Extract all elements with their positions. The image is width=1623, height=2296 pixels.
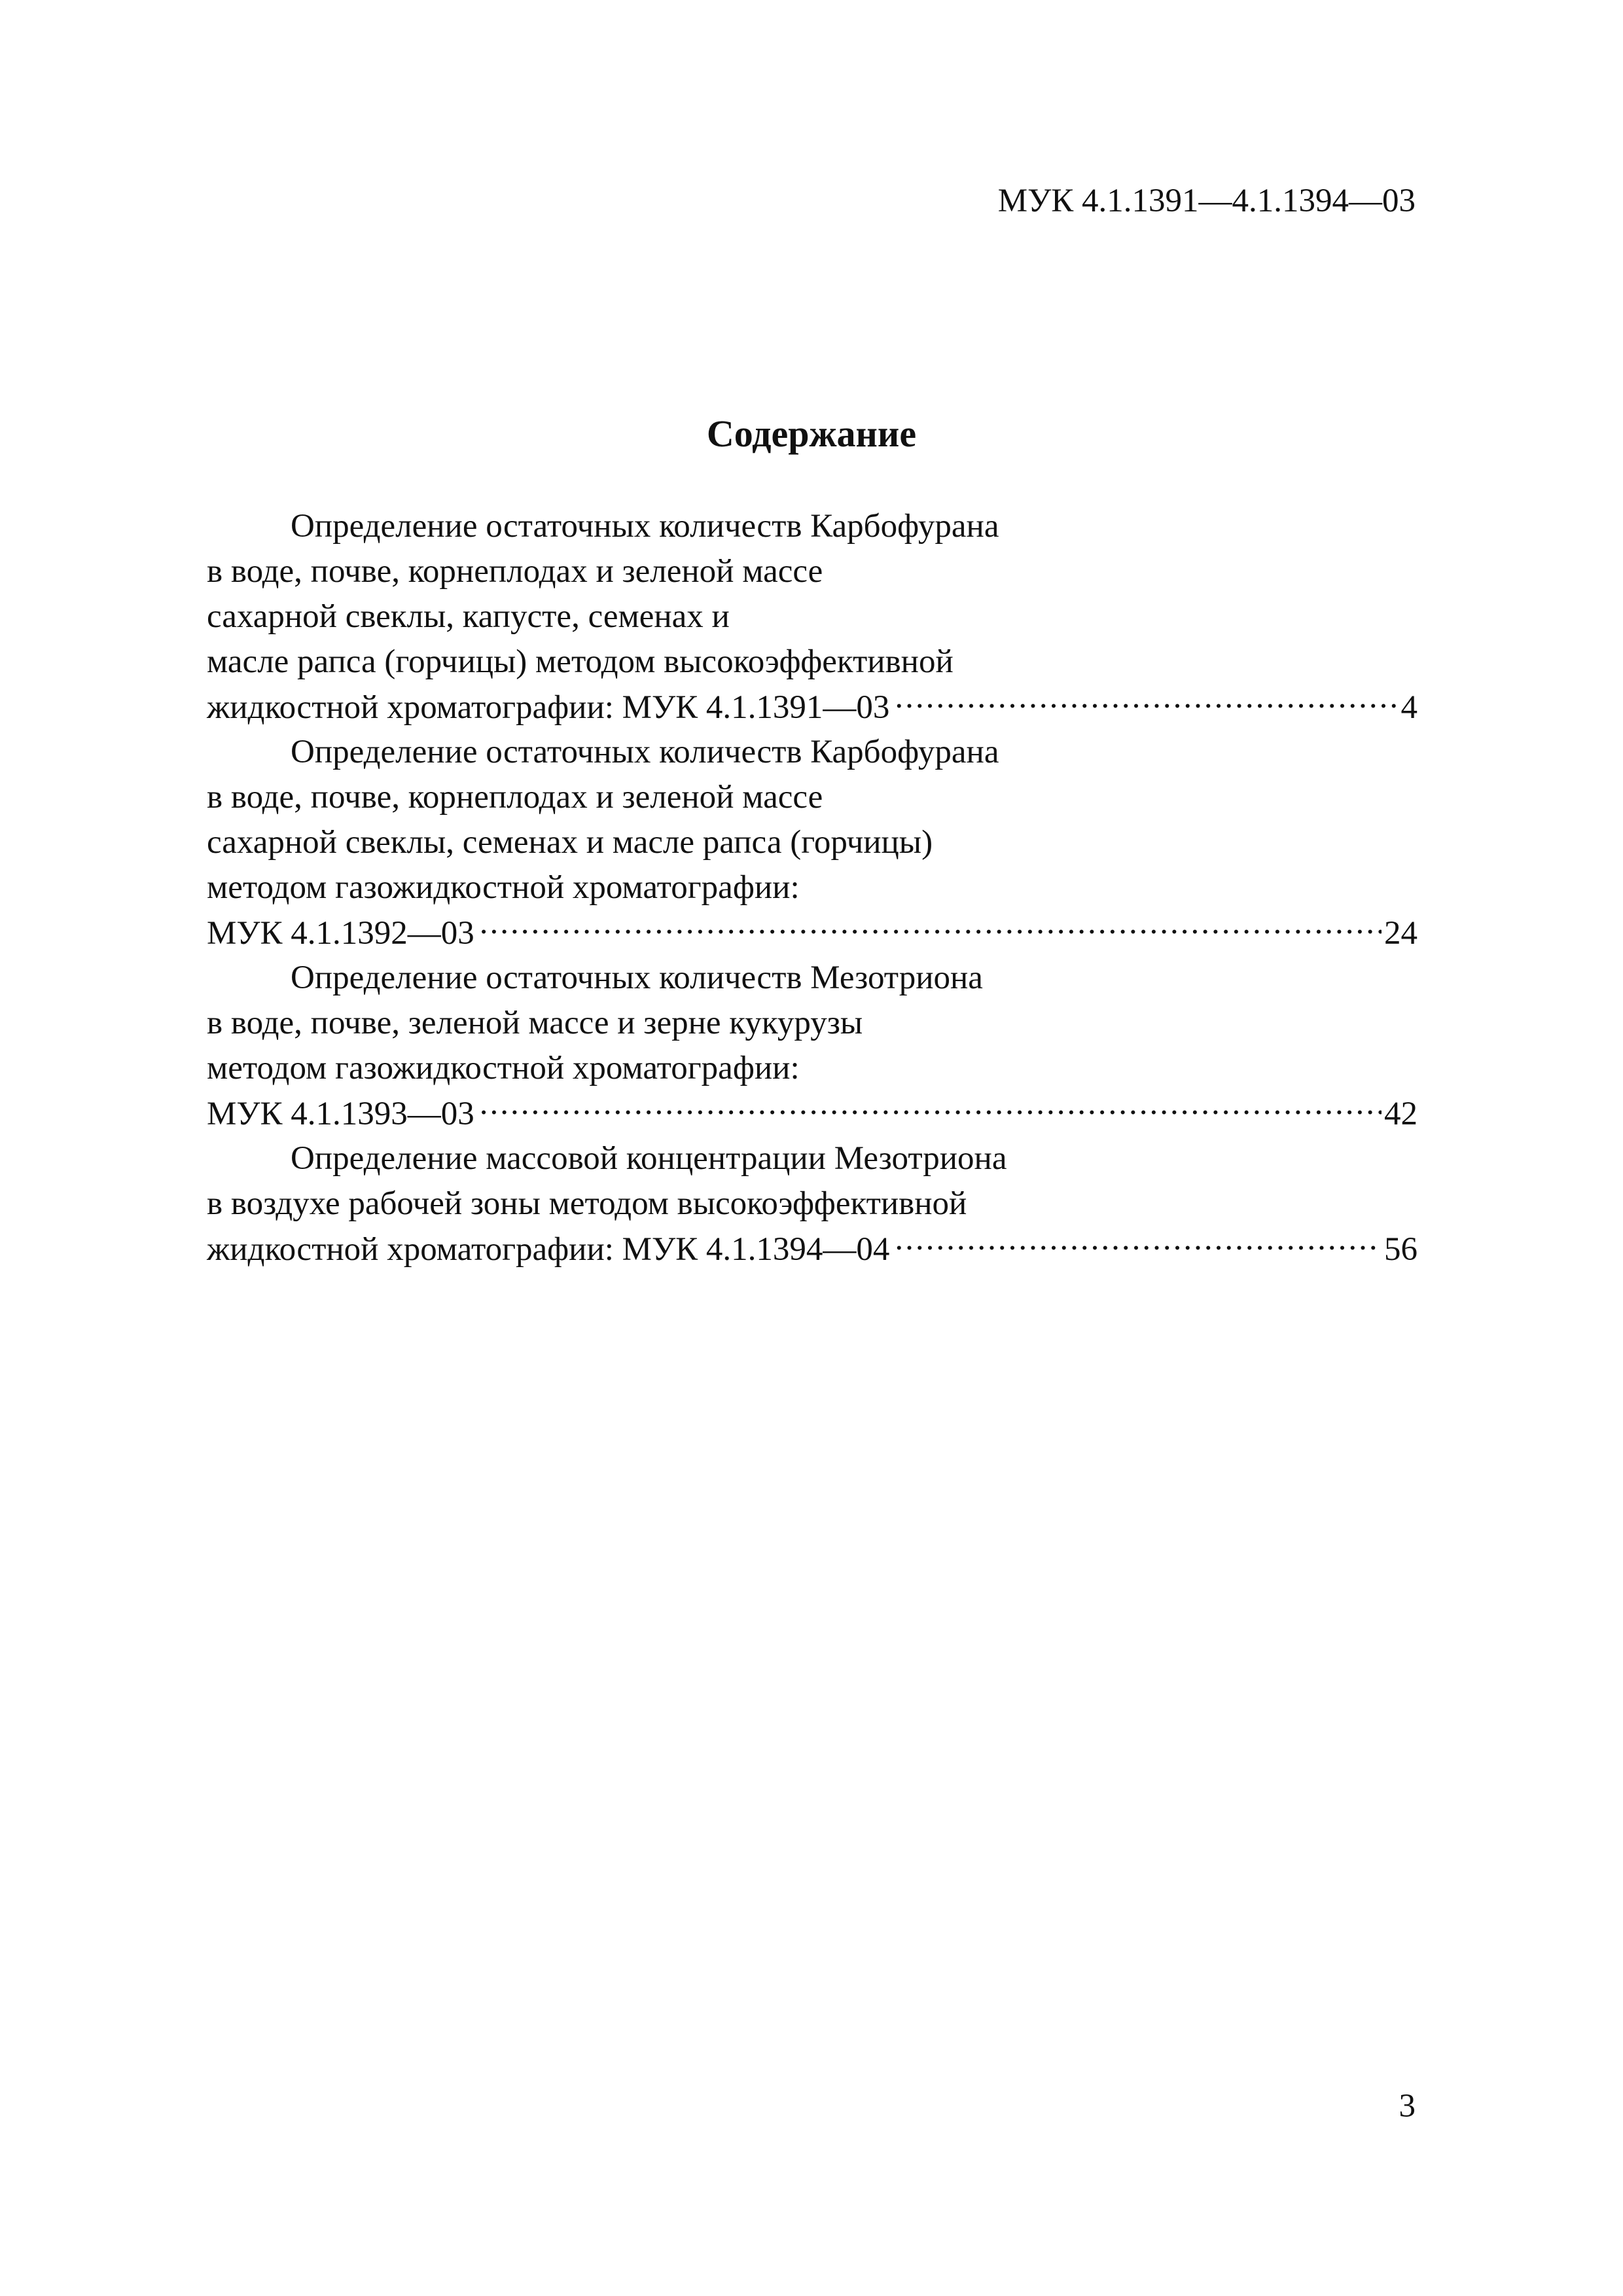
toc-entry-line: методом газожидкостной хроматографии:: [207, 869, 800, 906]
toc-entry-last-line: [207, 1091, 1418, 1136]
toc-page-number: 4: [1400, 689, 1418, 726]
toc-entry-line: Определение остаточных количеств Карбофурана: [291, 734, 999, 770]
toc-entry-line: в воде, почве, зеленой массе и зерне кукурузы: [207, 1005, 863, 1041]
page-title: Содержание: [706, 412, 917, 455]
toc-entry-line: сахарной свеклы, капусте, семенах и: [207, 598, 730, 635]
page-number: 3: [1399, 2088, 1416, 2125]
toc-entry-last-line: [207, 685, 1418, 730]
toc-entry-line: масле рапса (горчицы) методом высокоэффективной: [207, 643, 954, 680]
toc-entry-last-line: [207, 1227, 1418, 1272]
document-code-header: МУК 4.1.1391—4.1.1394—03: [997, 183, 1416, 219]
toc-entry-line: Определение остаточных количеств Мезотриона: [291, 960, 983, 996]
dot-leader: [895, 685, 1398, 718]
toc-entry-line: Определение остаточных количеств Карбофурана: [291, 508, 999, 545]
toc-entry[interactable]: [207, 1136, 1418, 1272]
toc-entry-line: сахарной свеклы, семенах и масле рапса (горчицы): [207, 824, 933, 861]
toc-page-number: 42: [1384, 1096, 1418, 1132]
toc-entry-reference: жидкостной хроматографии: МУК 4.1.1391—03: [207, 689, 890, 726]
toc-entry-line: в воде, почве, корнеплодах и зеленой массе: [207, 779, 823, 816]
toc-entry-line: методом газожидкостной хроматографии:: [207, 1050, 800, 1086]
toc-page-number: 56: [1384, 1231, 1418, 1268]
dot-leader: [480, 910, 1382, 944]
toc-entry-line: в воздухе рабочей зоны методом высокоэффективной: [207, 1185, 967, 1222]
toc-entry[interactable]: [207, 730, 1418, 956]
toc-page-number: 24: [1384, 915, 1418, 952]
toc-entry-reference: жидкостной хроматографии: МУК 4.1.1394—04: [207, 1231, 890, 1268]
toc-entry-line: в воде, почве, корнеплодах и зеленой массе: [207, 553, 823, 590]
toc-entry-last-line: [207, 910, 1418, 956]
table-of-contents: [207, 504, 1418, 1272]
toc-entry[interactable]: [207, 956, 1418, 1136]
toc-entry-reference: МУК 4.1.1393—03: [207, 1096, 474, 1132]
dot-leader: [480, 1091, 1382, 1124]
toc-entry-line: Определение массовой концентрации Мезотриона: [291, 1140, 1007, 1177]
dot-leader: [895, 1227, 1382, 1260]
toc-entry-reference: МУК 4.1.1392—03: [207, 915, 474, 952]
toc-entry[interactable]: [207, 504, 1418, 730]
